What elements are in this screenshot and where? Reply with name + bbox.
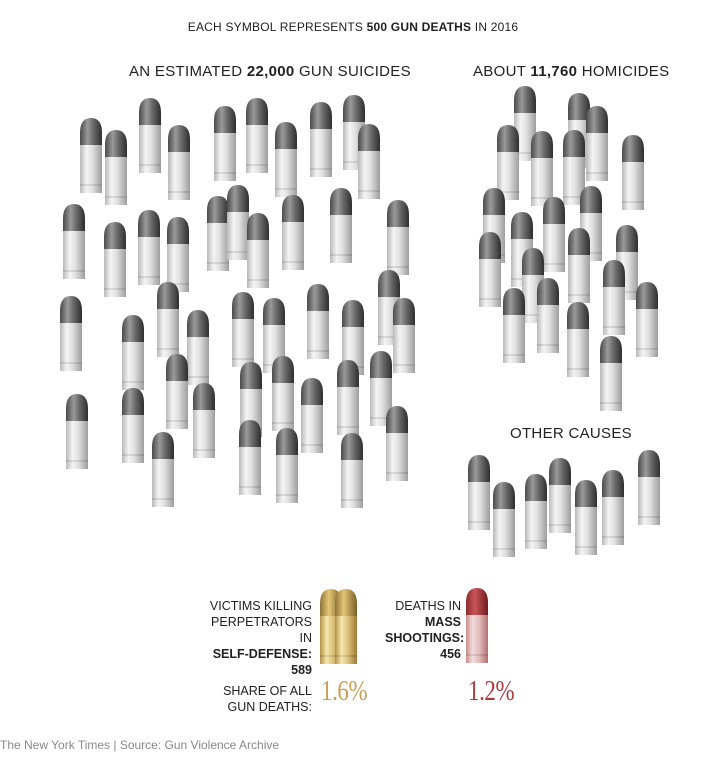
homicide-bullet [537,278,559,353]
suicide-bullet [307,284,329,359]
homicide-bullet [531,131,553,206]
homicide-bullet [568,228,590,303]
suicide-bullet [337,360,359,435]
suicide-bullet [276,428,298,503]
self-defense-share: 1.6% [321,676,368,707]
suicide-bullet [239,420,261,495]
other-cause-bullet [468,455,490,530]
suicide-bullet [232,292,254,367]
homicide-bullet [567,302,589,377]
homicide-bullet [600,336,622,411]
suicide-bullet [272,356,294,431]
suicide-bullet [282,195,304,270]
suicide-bullet [247,213,269,288]
suicide-bullet [104,222,126,297]
chart-title: EACH SYMBOL REPRESENTS 500 GUN DEATHS IN 2016 [187,20,519,34]
suicide-bullet [214,106,236,181]
suicide-bullet [246,98,268,173]
other-cause-bullet [549,458,571,533]
mass-shootings-label: DEATHS IN MASS SHOOTINGS: 456 [385,599,465,661]
share-label: SHARE OF ALL GUN DEATHS: [223,684,312,714]
suicide-bullet [122,388,144,463]
suicide-bullet [387,200,409,275]
other-causes-header: OTHER CAUSES [510,425,632,442]
homicide-bullet [479,232,501,307]
suicide-bullet [66,394,88,469]
other-cause-bullet [638,450,660,525]
suicide-bullet [139,98,161,173]
suicide-bullet [166,354,188,429]
suicide-bullet [386,406,408,481]
suicide-bullet [167,217,189,292]
suicide-bullet [168,125,190,200]
suicide-bullet [275,122,297,197]
mass-shootings-share: 1.2% [468,676,515,707]
suicide-bullet [157,282,179,357]
suicide-bullet [105,130,127,205]
homicide-bullet [636,282,658,357]
homicide-bullet [622,135,644,210]
homicide-bullet [503,288,525,363]
other-cause-bullet [602,470,624,545]
homicide-bullet [543,197,565,272]
source-credit: The New York Times | Source: Gun Violence Archive [0,738,280,752]
self-defense-bullet [335,589,357,664]
suicide-bullet [341,433,363,508]
suicide-bullet [152,432,174,507]
suicide-bullet [138,210,160,285]
homicide-bullet [603,260,625,335]
suicide-bullet [187,310,209,385]
suicide-bullet [227,185,249,260]
homicide-bullet [586,106,608,181]
homicides-header: ABOUT 11,760 HOMICIDES [473,63,670,80]
other-cause-bullet [493,482,515,557]
other-cause-bullet [525,474,547,549]
suicide-bullet [60,296,82,371]
suicide-bullet [330,188,352,263]
suicide-bullet [80,118,102,193]
suicide-bullet [301,378,323,453]
suicides-header: AN ESTIMATED 22,000 GUN SUICIDES [129,63,411,80]
suicide-bullet [358,124,380,199]
suicide-bullet [207,196,229,271]
self-defense-label: VICTIMS KILLING PERPETRATORS IN SELF-DEFENSE: 589 [209,599,312,677]
mass-shooting-bullet [466,588,488,663]
homicide-bullet [497,125,519,200]
suicide-bullet [63,204,85,279]
suicide-bullet [193,383,215,458]
suicide-bullet [393,298,415,373]
suicide-bullet [310,102,332,177]
other-cause-bullet [575,480,597,555]
suicide-bullet [122,315,144,390]
